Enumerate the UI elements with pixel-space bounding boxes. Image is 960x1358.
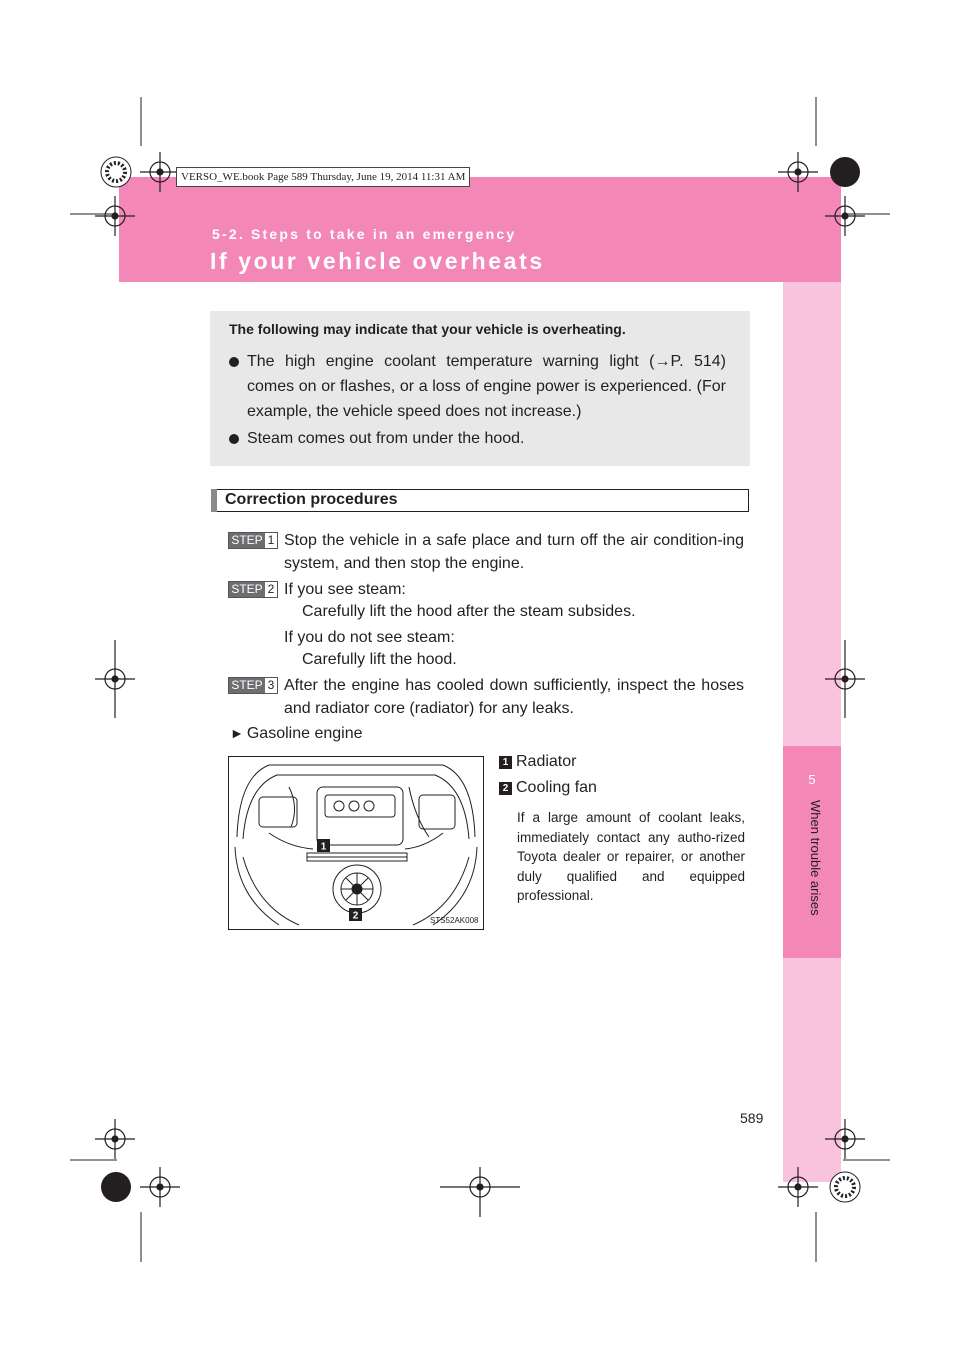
chapter-title: When trouble arises (808, 800, 823, 916)
step-badge: STEP 1 (228, 532, 278, 549)
step-badge: STEP 2 (228, 581, 278, 598)
page-title: If your vehicle overheats (210, 248, 545, 274)
step-subtext: Carefully lift the hood. (302, 651, 457, 668)
triangle-right-icon: ► (230, 725, 244, 741)
number-1-icon: 1 (499, 756, 512, 769)
bullet-dot-icon (229, 434, 239, 444)
step-badge: STEP 3 (228, 677, 278, 694)
intro-bullet-text: The high engine coolant temperature warning light (→P. 514) comes on or flashes, or a loss of engine power is experienced. (For example, the vehicle speed does not increase.) (247, 353, 726, 420)
book-stamp: VERSO_WE.book Page 589 Thursday, June 19, 2014 11:31 AM (176, 167, 470, 187)
step-subtext: Carefully lift the hood after the steam subsides. (302, 603, 636, 620)
engine-diagram (229, 757, 483, 929)
legend-item-radiator: 1 Radiator (499, 751, 576, 773)
intro-heading: The following may indicate that your vehicle is overheating. (229, 321, 626, 337)
svg-text:1: 1 (320, 841, 327, 853)
section-heading-marker (211, 489, 217, 512)
intro-bullet (247, 349, 726, 424)
page-number: 589 (740, 1110, 764, 1126)
legend-item-cooling-fan: 2 Cooling fan (499, 777, 597, 799)
step-text: Stop the vehicle in a safe place and turn off the air condition-ing system, and then stop the engine. (284, 532, 744, 572)
bullet-dot-icon (229, 357, 239, 367)
number-2-icon: 2 (499, 782, 512, 795)
engine-type-label: ► Gasoline engine (230, 725, 363, 742)
svg-text:2: 2 (352, 910, 359, 922)
section-heading: Correction procedures (225, 491, 398, 508)
engine-bay-illustration (228, 756, 484, 930)
coolant-leak-note: If a large amount of coolant leaks, immediately contact any autho-rized Toyota dealer or repairer, or another duly qualified and equipped professional. (517, 810, 745, 903)
section-label: 5-2. Steps to take in an emergency (212, 226, 517, 242)
step-text: If you see steam: (284, 581, 406, 598)
figure-code: STS52AK008 (430, 916, 479, 925)
step-text: After the engine has cooled down sufficiently, inspect the hoses and radiator core (radiator) for any leaks. (284, 677, 744, 717)
intro-bullet-text: Steam comes out from under the hood. (247, 430, 525, 447)
step-text: If you do not see steam: (284, 629, 455, 646)
intro-bullet (247, 426, 726, 451)
chapter-number: 5 (808, 772, 816, 787)
